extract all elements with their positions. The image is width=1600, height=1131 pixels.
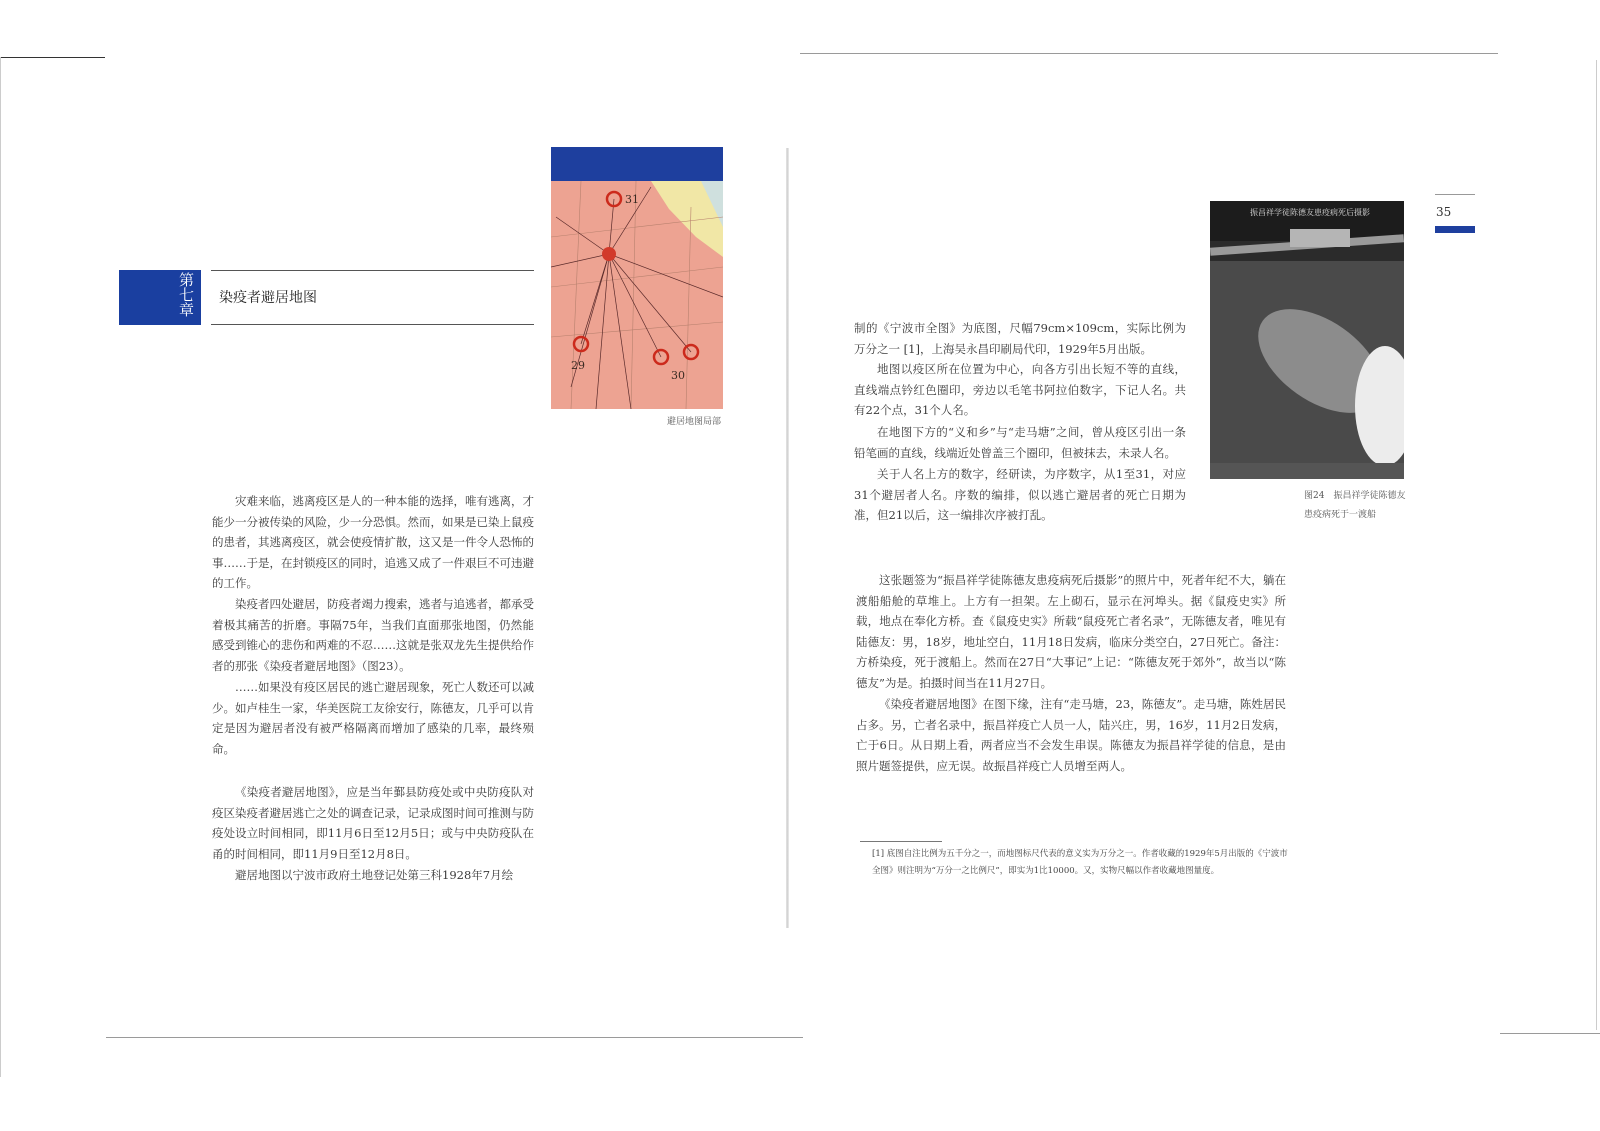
- page-number: 35: [1436, 205, 1452, 219]
- right-paragraph: 地图以疫区所在位置为中心，向各方引出长短不等的直线，直线端点钤红色圈印，旁边以毛笔书阿拉伯数字，下记人名。共有22个点，31个人名。: [854, 362, 1186, 418]
- left-paragraph: 染疫者四处避居，防疫者竭力搜索，逃者与追逃者，都承受着极其痛苦的折磨。事隔75年，当我们直面那张地图，仍然能感受到锥心的悲伤和两难的不忍……这就是张双龙先生提供给作者的那张《染疫者避居地图》（图23）。: [212, 597, 534, 673]
- right-page-side-edge: [1596, 60, 1597, 1030]
- footnote: [1] 底图自注比例为五千分之一，而地图标尺代表的意义实为万分之一。作者收藏的1929年5月出版的《宁波市全图》则注明为“万分一之比例尺”，即实为1比10000。又，实物尺幅以作者收藏地图量度。: [872, 849, 1288, 876]
- left-paragraph: 灾难来临，逃离疫区是人的一种本能的选择，唯有逃离，才能少一分被传染的风险，少一分恐惧。然而，如果是已染上鼠疫的患者，其逃离疫区，就会使疫情扩散，这又是一件令人恐怖的事……于是，在封锁疫区的同时，追逃又成了一件艰巨不可违避的工作。: [212, 494, 534, 591]
- page-number-rule: [1435, 194, 1475, 195]
- left-paragraph: ……如果没有疫区居民的逃亡避居现象，死亡人数还可以减少。如卢桂生一家，华美医院工友徐安行，陈德友，几乎可以肯定是因为避居者没有被严格隔离而增加了感染的几率，最终殒命。: [212, 680, 534, 756]
- right-paragraph: 制的《宁波市全图》为底图，尺幅79cm×109cm，实际比例为万分之一 [1]，上海吴永昌印刷局代印，1929年5月出版。: [854, 321, 1186, 356]
- map-drawing: [551, 147, 723, 409]
- left-paragraph: 避居地图以宁波市政府土地登记处第三科1928年7月绘: [235, 868, 514, 882]
- left-paragraph: 《染疫者避居地图》，应是当年鄞县防疫处或中央防疫队对疫区染疫者避居逃亡之处的调查记录，记录成图时间可推测与防疫处设立时间相同，即11月6日至12月5日；或与中央防疫队在甬的时间相同，即11月9日至12月8日。: [212, 785, 534, 861]
- footnote-rule: [860, 841, 942, 842]
- page-number-bar: [1435, 226, 1475, 233]
- map-detail-image: [551, 147, 723, 409]
- map-caption: 避居地图局部: [667, 417, 722, 427]
- map-label: 30: [671, 369, 685, 382]
- photo-drawing: [1210, 201, 1404, 479]
- left-page-side-edge: [0, 57, 1, 1077]
- right-page-top-rule: [800, 53, 1498, 54]
- chapter-badge: [119, 270, 201, 325]
- photo-figure-24: [1210, 201, 1404, 479]
- right-paragraph: 这张题签为“振昌祥学徒陈德友患疫病死后摄影”的照片中，死者年纪不大，躺在渡船船舱的草堆上。上方有一担架。左上砌石，显示在河埠头。据《鼠疫史实》所载，地点在奉化方桥。查《鼠疫史实》所载“鼠疫死亡者名录”，无陈德友者，唯见有陆德友：男，18岁，地址空白，11月18日发病，临床分类空白，27日死亡。备注：方桥染疫，死于渡船上。然而在27日“大事记”上记：“陈德友死于郊外”，故当以“陈德友”为是。拍摄时间当在11月27日。: [856, 573, 1286, 690]
- left-page-bottom-rule: [106, 1037, 803, 1038]
- map-seal: [602, 247, 616, 261]
- photo-caption: 患疫病死于一渡船: [1304, 510, 1377, 520]
- chapter-title-top-rule: [211, 270, 534, 271]
- chapter-title: 染疫者避居地图: [219, 290, 317, 306]
- right-paragraph: 在地图下方的“义和乡”与“走马塘”之间，曾从疫区引出一条铅笔画的直线，线端近处曾盖三个圈印，但被抹去，未录人名。: [854, 425, 1186, 460]
- photo-caption: 图24 振昌祥学徒陈德友: [1304, 491, 1406, 501]
- left-page-top-edge: [0, 57, 105, 58]
- map-label: 29: [571, 359, 585, 372]
- right-paragraph: 关于人名上方的数字，经研读，为序数字，从1至31，对应31个避居者人名。序数的编排，似以逃亡避居者的死亡日期为准，但21以后，这一编排次序被打乱。: [854, 467, 1186, 523]
- map-label: 31: [625, 193, 639, 206]
- book-gutter: [786, 148, 789, 928]
- chapter-title-bottom-rule: [211, 324, 534, 325]
- right-page-bottom-edge: [1500, 1033, 1600, 1034]
- right-paragraph: 《染疫者避居地图》在图下缘，注有“走马塘，23，陈德友”。走马塘，陈姓居民占多。另，亡者名录中，振昌祥疫亡人员一人，陆兴庄，男，16岁，11月2日发病，亡于6日。从日期上看，两者应当不会发生串误。陈德友为振昌祥学徒的信息，是由照片题签提供，应无误。故振昌祥疫亡人员增至两人。: [856, 697, 1286, 773]
- chapter-number: 第七章: [177, 272, 195, 317]
- photo-inscription: 振昌祥学徒陈德友患疫病死后摄影: [1250, 208, 1370, 217]
